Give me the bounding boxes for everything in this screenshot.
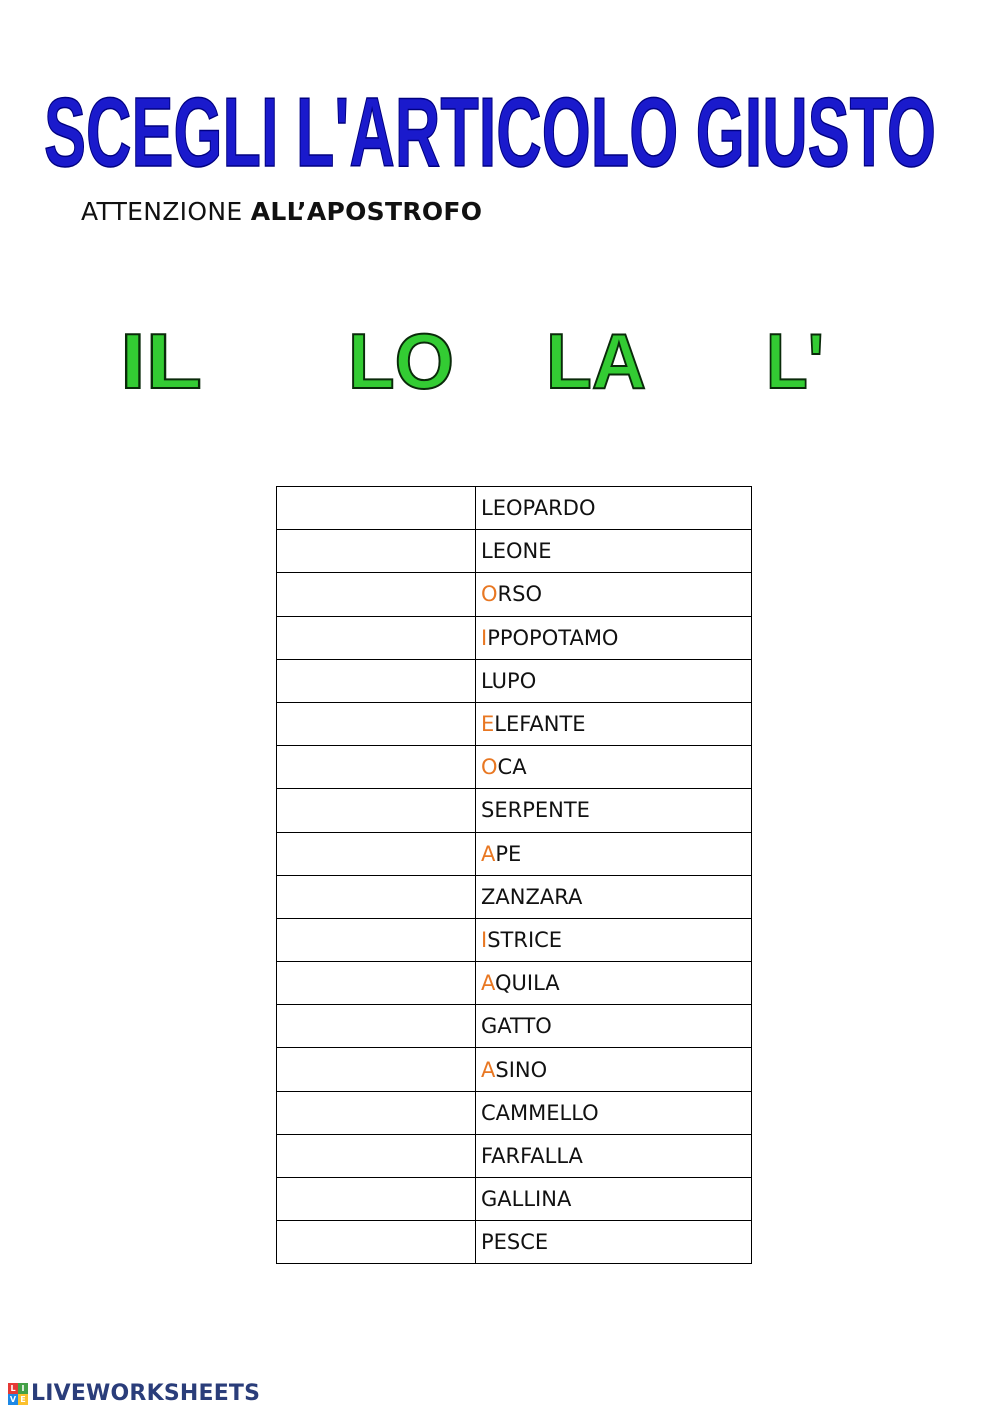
article-il: IL: [120, 317, 202, 405]
table-row: [277, 746, 752, 789]
answer-cell[interactable]: [277, 746, 476, 789]
animal-word-text: RSO: [497, 582, 542, 607]
animal-word-text: CA: [497, 755, 527, 780]
animal-word-text: ZANZARA: [481, 884, 583, 909]
animal-word-text: LEONE: [481, 539, 552, 564]
article-la: LA: [546, 317, 646, 405]
brand-name: LIVEWORKSHEETS: [31, 1381, 261, 1406]
table-row: [277, 573, 752, 616]
logo-cell-i: I: [18, 1383, 28, 1394]
animal-word-text: LEOPARDO: [481, 496, 596, 521]
vowel-initial-letter: A: [481, 841, 496, 866]
table-row: [277, 1178, 752, 1221]
table-row: [277, 1005, 752, 1048]
animal-word-cell: [476, 616, 752, 659]
animal-word-cell: [476, 789, 752, 832]
animal-word-cell: [476, 875, 752, 918]
table-row: [277, 875, 752, 918]
animal-word-text: PESCE: [481, 1230, 549, 1255]
animal-word-cell: [476, 1091, 752, 1134]
answer-cell[interactable]: [277, 659, 476, 702]
animal-word-text: FARFALLA: [481, 1143, 583, 1168]
answer-cell[interactable]: [277, 1134, 476, 1177]
animal-word-cell: [476, 832, 752, 875]
answer-cell[interactable]: [277, 1221, 476, 1264]
answer-cell[interactable]: [277, 789, 476, 832]
vowel-initial-letter: I: [481, 625, 488, 650]
answer-cell[interactable]: [277, 530, 476, 573]
answer-cell[interactable]: [277, 487, 476, 530]
logo-cell-e: E: [18, 1394, 28, 1405]
vowel-initial-letter: O: [481, 755, 498, 780]
table-row: [277, 789, 752, 832]
animal-word-text: PE: [495, 841, 522, 866]
table-row: [277, 616, 752, 659]
animal-word-text: LEFANTE: [494, 712, 586, 737]
animal-word-cell: [476, 573, 752, 616]
article-l-apostrophe: L': [766, 317, 824, 405]
liveworksheets-logo-icon: [8, 1383, 28, 1405]
animal-word-cell: [476, 746, 752, 789]
animal-word-text: QUILA: [495, 971, 560, 996]
animal-word-cell: [476, 1178, 752, 1221]
answer-cell[interactable]: [277, 702, 476, 745]
answer-cell[interactable]: [277, 875, 476, 918]
animal-word-text: LUPO: [481, 668, 537, 693]
worksheet-title: [44, 78, 944, 188]
table-row: [277, 1048, 752, 1091]
animal-word-text: PPOPOTAMO: [487, 625, 619, 650]
article-options: [0, 270, 1000, 410]
table-row: [277, 1221, 752, 1264]
table-row: [277, 918, 752, 961]
animal-word-text: CAMMELLO: [481, 1100, 599, 1125]
animal-word-cell: [476, 1221, 752, 1264]
footer-brand: [8, 1381, 260, 1406]
vowel-initial-letter: I: [481, 927, 488, 952]
table-row: [277, 1091, 752, 1134]
answer-cell[interactable]: [277, 1005, 476, 1048]
animal-word-cell: [476, 1134, 752, 1177]
answer-table: [276, 486, 752, 1264]
animal-word-cell: [476, 487, 752, 530]
answer-cell[interactable]: [277, 1178, 476, 1221]
table-row: [277, 1134, 752, 1177]
logo-cell-l: L: [8, 1383, 18, 1394]
animal-word-cell: [476, 702, 752, 745]
table-row: [277, 659, 752, 702]
logo-cell-v: V: [9, 1394, 17, 1404]
answer-cell[interactable]: [277, 918, 476, 961]
animal-word-cell: [476, 962, 752, 1005]
table-row: [277, 530, 752, 573]
animal-word-cell: [476, 530, 752, 573]
table-row: [277, 832, 752, 875]
worksheet-title-text: SCEGLI L'ARTICOLO GIUSTO: [44, 77, 936, 187]
answer-cell[interactable]: [277, 1048, 476, 1091]
article-lo: LO: [348, 317, 454, 405]
answer-cell[interactable]: [277, 573, 476, 616]
vowel-initial-letter: A: [481, 971, 495, 996]
instruction-bold: ALL’APOSTROFO: [250, 197, 483, 226]
answer-cell[interactable]: [277, 832, 476, 875]
vowel-initial-letter: O: [481, 582, 498, 607]
animal-word-cell: [476, 659, 752, 702]
vowel-initial-letter: A: [481, 1057, 496, 1082]
answer-table-body: [277, 487, 752, 1264]
animal-word-text: SINO: [495, 1057, 548, 1082]
animal-word-cell: [476, 1048, 752, 1091]
answer-cell[interactable]: [277, 1091, 476, 1134]
instruction-normal: ATTENZIONE: [81, 197, 251, 226]
table-row: [277, 487, 752, 530]
answer-cell[interactable]: [277, 616, 476, 659]
table-row: [277, 702, 752, 745]
animal-word-text: GATTO: [481, 1014, 552, 1039]
vowel-initial-letter: E: [481, 712, 495, 737]
animal-word-cell: [476, 1005, 752, 1048]
animal-word-text: GALLINA: [481, 1187, 572, 1212]
table-row: [277, 962, 752, 1005]
animal-word-text: SERPENTE: [481, 798, 590, 823]
answer-cell[interactable]: [277, 962, 476, 1005]
animal-word-text: STRICE: [487, 927, 563, 952]
instruction-text: [81, 197, 482, 226]
animal-word-cell: [476, 918, 752, 961]
